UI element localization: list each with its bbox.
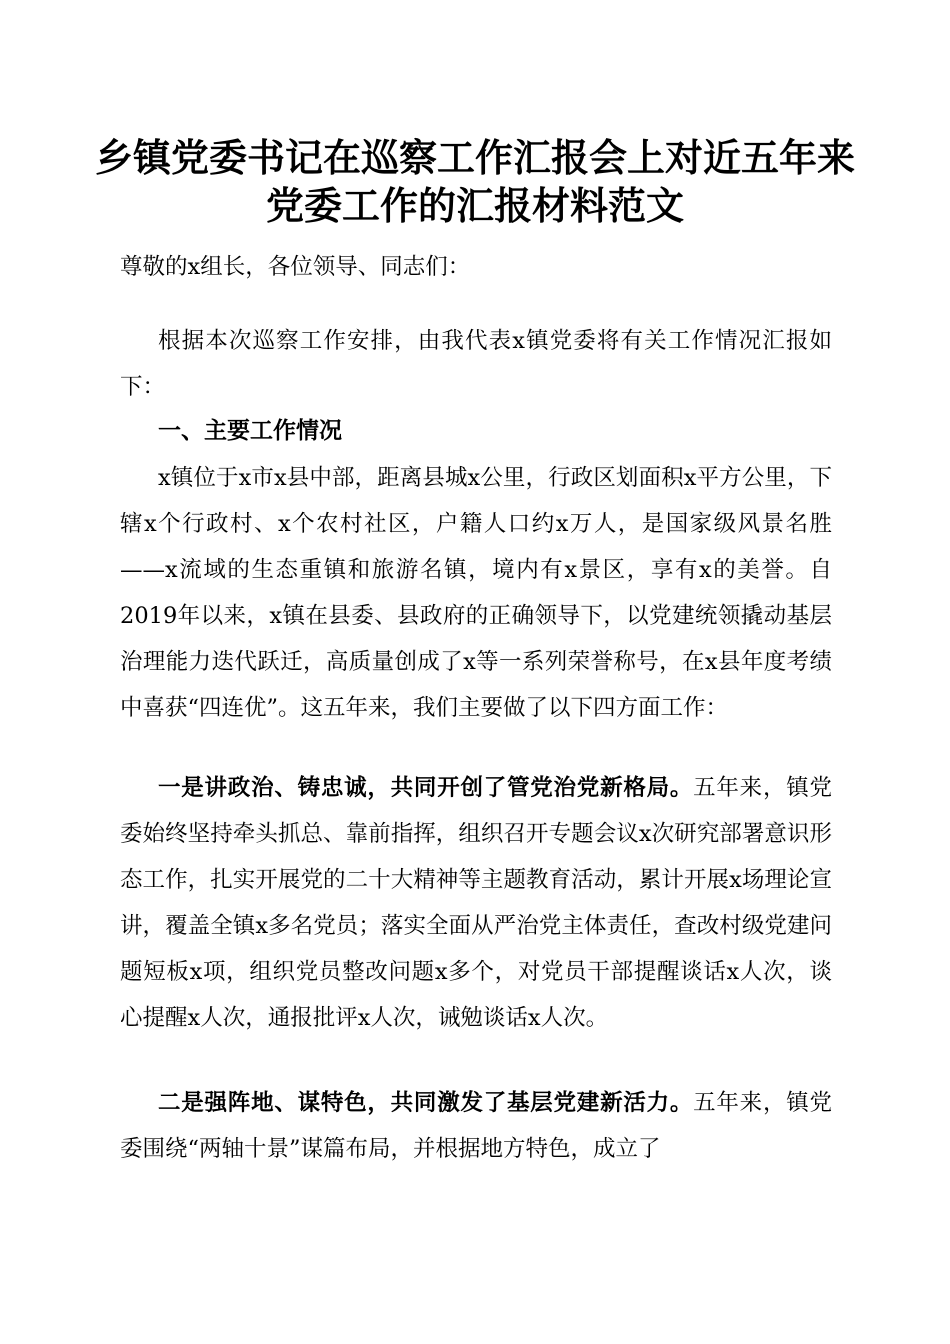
overview-paragraph: x镇位于x市x县中部，距离县城x公里，行政区划面积x平方公里，下辖x个行政村、x个农村社区，户籍人口约x万人，是国家级风景名胜——x流域的生态重镇和旅游名镇，境内有x景区，享有x的美誉。自2019年以来，x镇在县委、县政府的正确领导下，以党建统领撬动基层治理能力迭代跃迁，高质量创成了x等一系列荣誉称号，在x县年度考绩中喜获“四连优”。这五年来，我们主要做了以下四方面工作： <box>120 465 832 721</box>
point-two-lead: 二是强阵地、谋特色，共同激发了基层党建新活力。 <box>158 1090 694 1116</box>
point-two-body: 五年来，镇党委围绕“两轴十景”谋篇布局，并根据地方特色，成立了 <box>120 1090 832 1162</box>
salutation: 尊敬的x组长，各位领导、同志们： <box>120 254 471 280</box>
point-one-paragraph <box>120 765 832 1041</box>
point-one-body: 五年来，镇党委始终坚持牵头抓总、靠前指挥，组织召开专题会议x次研究部署意识形态工作，扎实开展党的二十大精神等主题教育活动，累计开展x场理论宣讲，覆盖全镇x多名党员；落实全面从严治党主体责任，查改村级党建问题短板x项，组织党员整改问题x多个，对党员干部提醒谈话x人次，谈心提醒x人次，通报批评x人次，诫勉谈话x人次。 <box>120 775 832 1031</box>
section-heading-main-work: 一、主要工作情况 <box>158 418 342 444</box>
point-two-paragraph <box>120 1080 832 1172</box>
document-title-line-1: 乡镇党委书记在巡察工作汇报会上对近五年来 <box>94 135 855 180</box>
point-one-lead: 一是讲政治、铸忠诚，共同开创了管党治党新格局。 <box>158 775 694 801</box>
intro-paragraph: 根据本次巡察工作安排，由我代表x镇党委将有关工作情况汇报如下： <box>120 328 832 400</box>
document-title-line-2: 党委工作的汇报材料范文 <box>265 183 684 228</box>
